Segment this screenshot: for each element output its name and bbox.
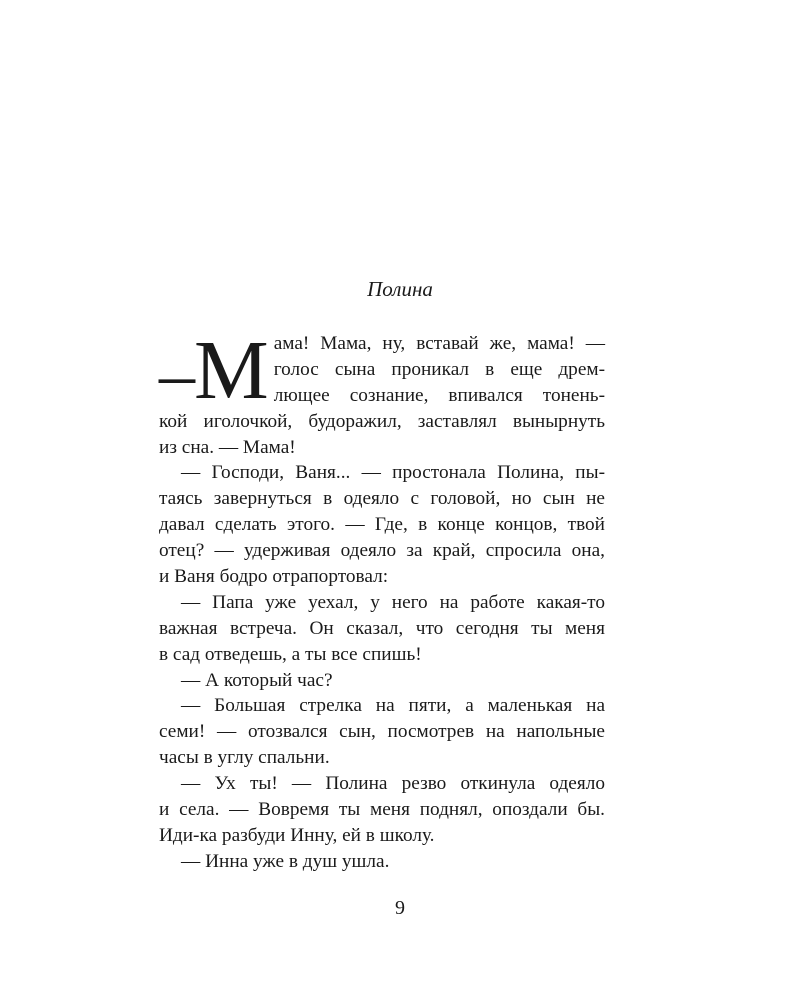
text-line: голос сына проникал в еще дрем-	[273, 358, 605, 380]
paragraph-lines	[159, 409, 605, 875]
text-line: ама! Мама, ну, вставай же, мама! —	[273, 333, 605, 354]
text-line: таясь завернуться в одеяло с головой, но сын не	[159, 488, 605, 510]
chapter-title: Полина	[367, 277, 433, 301]
text-line: часы в углу спальни.	[159, 747, 330, 769]
dropcap-letter: М	[194, 324, 268, 417]
text-line: — Большая стрелка на пяти, а маленькая на	[181, 695, 605, 717]
dropcap-dash: –	[159, 334, 194, 414]
page-number: 9	[395, 897, 405, 919]
text-line: и села. — Вовремя ты меня поднял, опоздали бы.	[159, 799, 605, 821]
text-line: и Ваня бодро отрапортовал:	[159, 566, 389, 588]
text-line: важная встреча. Он сказал, что сегодня ты меня	[159, 617, 605, 639]
text-line: из сна. — Мама!	[159, 436, 296, 458]
text-line: Иди-ка разбуди Инну, ей в школу.	[159, 824, 435, 846]
text-line: лющее сознание, впивался тонень-	[273, 384, 605, 406]
text-line: — Инна уже в душ ушла.	[181, 850, 390, 872]
text-line: — Господи, Ваня... — простонала Полина, пы-	[181, 462, 605, 484]
text-line: отец? — удерживая одеяло за край, спросила она,	[159, 540, 605, 562]
text-line: кой иголочкой, будоражил, заставлял вынырнуть	[159, 410, 605, 432]
text-line: — А который час?	[181, 669, 333, 691]
text-line: — Папа уже уехал, у него на работе какая-то	[181, 591, 605, 613]
dropcap	[159, 324, 268, 417]
text-line: — Ух ты! — Полина резво откинула одеяло	[181, 773, 605, 795]
text-line: давал сделать этого. — Где, в конце концов, твой	[159, 514, 605, 536]
text-line: семи! — отозвался сын, посмотрев на напольные	[159, 721, 605, 743]
dropcap-paragraph	[159, 324, 605, 417]
body-text	[159, 324, 605, 875]
text-line: в сад отведешь, а ты все спишь!	[159, 643, 422, 665]
